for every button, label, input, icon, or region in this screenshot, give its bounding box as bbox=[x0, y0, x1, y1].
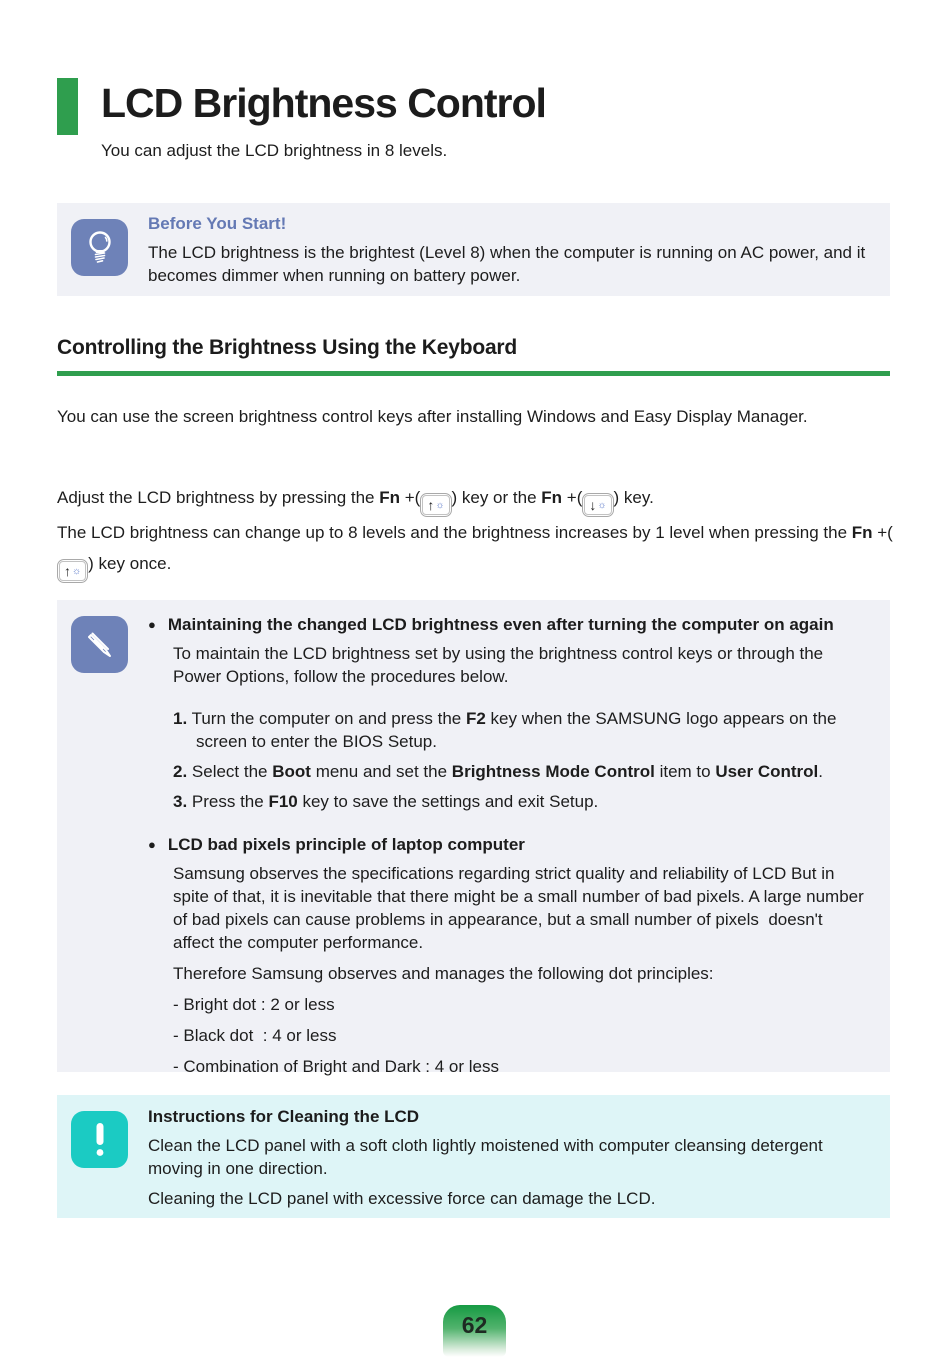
step-number: 2. bbox=[173, 762, 188, 781]
text-segment: item to bbox=[654, 762, 716, 781]
bullet-icon: ● bbox=[148, 617, 156, 632]
cleaning-heading: Instructions for Cleaning the LCD bbox=[148, 1107, 420, 1126]
boot-menu-label: Boot bbox=[272, 762, 311, 781]
note-box bbox=[57, 600, 890, 1076]
cleaning-body-1: Clean the LCD panel with a soft cloth lightly moistened with computer cleansing detergent moving in one direction. bbox=[148, 1136, 828, 1178]
text-segment: Select the bbox=[187, 762, 273, 781]
sun-glyph: ☼ bbox=[72, 565, 82, 577]
text-segment: The LCD brightness can change up to 8 levels and the brightness increases by 1 level when pressing the bbox=[57, 523, 852, 542]
dot-principles-intro: Therefore Samsung observes and manages the following dot principles: bbox=[173, 964, 714, 983]
page-number-badge bbox=[443, 1305, 506, 1357]
section-underline bbox=[57, 371, 890, 376]
page-title: LCD Brightness Control bbox=[101, 80, 546, 126]
up-arrow-glyph: ↑ bbox=[427, 497, 435, 513]
paragraph-change-levels bbox=[57, 517, 902, 583]
before-you-start-body: The LCD brightness is the brightest (Level 8) when the computer is running on AC power, and it becomes dimmer when running on battery power. bbox=[148, 243, 870, 285]
sun-glyph: ☼ bbox=[435, 499, 445, 511]
paragraph-easy-display: You can use the screen brightness control keys after installing Windows and Easy Display Manager. bbox=[57, 407, 808, 426]
note-item-1-body: To maintain the LCD brightness set by using the brightness control keys or through the Power Options, follow the procedures below. bbox=[173, 644, 828, 686]
text-segment: +( bbox=[562, 488, 583, 507]
brightness-up-key-icon bbox=[57, 559, 88, 583]
bright-dot-rule: - Bright dot : 2 or less bbox=[173, 995, 335, 1014]
page-number: 62 bbox=[461, 1312, 488, 1338]
down-arrow-glyph: ↓ bbox=[589, 497, 597, 513]
text-segment: ) key. bbox=[613, 488, 654, 507]
step-2 bbox=[173, 760, 866, 783]
page-subtitle: You can adjust the LCD brightness in 8 levels. bbox=[101, 141, 448, 160]
note-item-2-heading: LCD bad pixels principle of laptop computer bbox=[167, 835, 525, 854]
exclamation-icon bbox=[71, 1111, 128, 1168]
brightness-down-key-icon bbox=[582, 493, 613, 517]
before-you-start-box bbox=[57, 203, 890, 296]
bad-pixels-body: Samsung observes the specifications regarding strict quality and reliability of LCD But in spite of that, it is inevitable that there might be a small number of bad pixels. A large number of bad pixels can cause problems in appearance, but a small number of pixels doesn't affect the computer performance. bbox=[173, 864, 869, 952]
step-number: 1. bbox=[173, 709, 188, 728]
cleaning-body-2: Cleaning the LCD panel with excessive force can damage the LCD. bbox=[148, 1189, 656, 1208]
text-segment: . bbox=[818, 762, 824, 781]
user-control-label: User Control bbox=[715, 762, 819, 781]
sun-glyph: ☼ bbox=[597, 499, 607, 511]
text-segment: +( bbox=[872, 523, 893, 542]
text-segment: ) key or the bbox=[451, 488, 542, 507]
text-segment: +( bbox=[400, 488, 421, 507]
section-keyboard bbox=[57, 336, 890, 376]
f10-key-label: F10 bbox=[268, 792, 298, 811]
fn-key-label: Fn bbox=[541, 488, 563, 507]
cleaning-instructions-box bbox=[57, 1095, 890, 1218]
brightness-up-key-icon bbox=[420, 493, 451, 517]
combination-dot-rule: - Combination of Bright and Dark : 4 or less bbox=[173, 1057, 499, 1076]
light-bulb-icon bbox=[71, 219, 128, 276]
text-segment: Press the bbox=[187, 792, 269, 811]
step-number: 3. bbox=[173, 792, 188, 811]
text-segment: key when the SAMSUNG logo appears on the screen to enter the BIOS Setup. bbox=[196, 709, 842, 751]
fn-key-label: Fn bbox=[851, 523, 873, 542]
note-item-1-heading: Maintaining the changed LCD brightness even after turning the computer on again bbox=[167, 615, 834, 634]
bios-steps bbox=[173, 707, 866, 813]
note-item-2 bbox=[148, 833, 866, 856]
pencil-icon bbox=[71, 616, 128, 673]
brightness-mode-control-label: Brightness Mode Control bbox=[451, 762, 655, 781]
f2-key-label: F2 bbox=[465, 709, 486, 728]
black-dot-rule: - Black dot : 4 or less bbox=[173, 1026, 337, 1045]
up-arrow-glyph: ↑ bbox=[64, 563, 71, 579]
text-segment: key to save the settings and exit Setup. bbox=[297, 792, 599, 811]
note-item-1 bbox=[148, 613, 866, 636]
paragraph-adjust-brightness bbox=[57, 482, 902, 517]
text-segment: Adjust the LCD brightness by pressing the bbox=[57, 488, 380, 507]
before-you-start-heading: Before You Start! bbox=[148, 214, 287, 233]
text-segment: ) key once. bbox=[88, 554, 172, 573]
text-segment: menu and set the bbox=[310, 762, 452, 781]
text-segment: Turn the computer on and press the bbox=[187, 709, 466, 728]
bullet-icon: ● bbox=[148, 837, 156, 852]
step-3 bbox=[173, 790, 866, 813]
title-accent-bar bbox=[57, 78, 78, 135]
fn-key-label: Fn bbox=[379, 488, 401, 507]
step-1 bbox=[173, 707, 866, 753]
section-heading: Controlling the Brightness Using the Keyboard bbox=[57, 336, 518, 359]
